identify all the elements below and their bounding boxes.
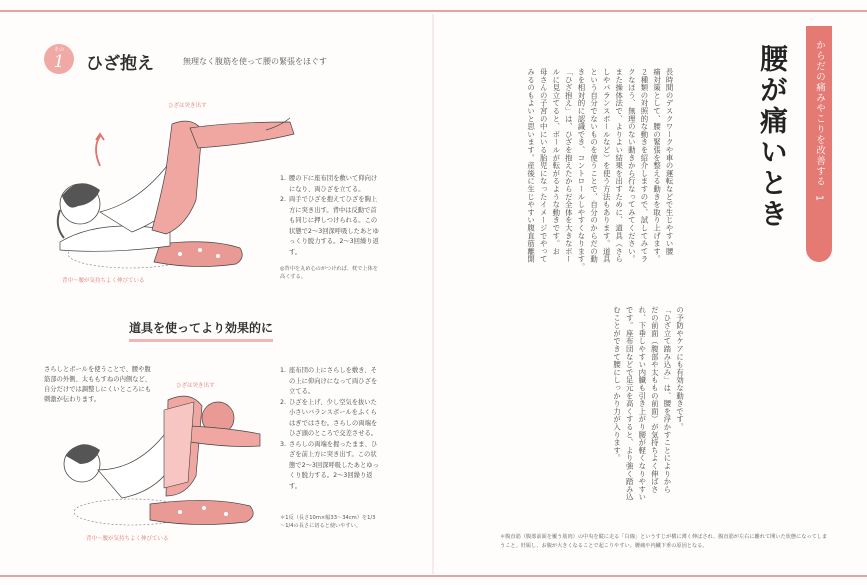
body-line: 痛対策として、腰の緊張を整える動きを取り上げます。 bbox=[652, 68, 662, 263]
section-number-label: その bbox=[53, 47, 64, 53]
step-text: ひざを上げ、少し空気を抜いた小さいバランスボールをふくらはぎではさむ。さらしの両端をひざ頭のところで交差させる。 bbox=[289, 398, 378, 437]
step-number: 2. bbox=[280, 196, 287, 203]
tip-note-2: ＊1反（長さ10m×幅33～34cm）を1/3～1/4の長さに切ると使いやすい。 bbox=[280, 515, 376, 529]
knee-hug-illustration bbox=[40, 92, 300, 288]
step-number: 2. bbox=[280, 398, 287, 406]
step-text: 座布団の上にさらしを敷き、その上に仰向けになって両ひざを立てる。 bbox=[289, 367, 378, 395]
back-note: 背中～腰が気持ちよく伸びている bbox=[86, 536, 169, 542]
section-number: 1 bbox=[53, 52, 65, 72]
body-line: しやバランスボールなど）を使う方法もあります。道具 bbox=[602, 68, 612, 263]
body-line: の予防やケアにも有効な動きです。 bbox=[675, 306, 685, 431]
body-line: という自分でないものを使うことで、自分のからだの動 bbox=[589, 68, 599, 263]
step-item bbox=[280, 366, 380, 398]
knee-note: ひざは突き出す bbox=[176, 383, 215, 389]
bottom-border bbox=[0, 575, 867, 577]
body-line: 長時間のデスクワークや車の運転などで生じやすい腰 bbox=[665, 68, 675, 256]
page-spine bbox=[432, 14, 434, 574]
section-subtitle: 無理なく腹筋を使って腰の緊張をほぐす bbox=[183, 57, 327, 66]
chapter-tab-label: からだの痛みやこりを改善する bbox=[814, 40, 825, 187]
body-line: 「ひざ立て踏み込み」は、腰を浮かすことによりから bbox=[662, 306, 672, 494]
step-number: 1. bbox=[280, 367, 287, 374]
body-line: むことができて腰にしっかり力が入ります。 bbox=[612, 306, 622, 462]
body-line: ２種類の対照的な動きを紹介しますので、試してみてラ bbox=[639, 68, 649, 263]
subsection-title: 道具を使ってより効果的に bbox=[129, 319, 273, 342]
body-text-upper bbox=[524, 68, 675, 292]
step-item bbox=[280, 195, 380, 258]
body-line: です。座布団などで足元を高くすると、より強く踏み込 bbox=[625, 306, 635, 501]
body-text-lower bbox=[610, 306, 686, 524]
body-line: ルに見立てると、ボールが転がるような動きです。お bbox=[551, 68, 561, 256]
body-line: また操体法で、よりよい結果を出すために、道具（さら bbox=[614, 68, 624, 263]
towel-ball-illustration bbox=[40, 370, 280, 540]
chapter-tab-number: 1 bbox=[813, 195, 825, 203]
footnote: ＊腹直筋（腹部前面を覆う筋肉）の中央を縦に走る「白線」というすじが横に薄く伸ばされ、腹直筋が左右に離れて開いた状態になってしまうこと。妊娠し、お腹が大きくなることで起こりやすい。腰痛や内臓下垂の原因となる。 bbox=[500, 534, 828, 549]
body-line: れ、下垂しやすい内臓も引き上がり腰が軽くなりやすい bbox=[637, 306, 647, 501]
step-number: 3. bbox=[280, 440, 287, 448]
section-number-badge bbox=[44, 44, 74, 74]
body-line: だの前面（腹部や太ももの前面）が気持ちよく伸ばさ bbox=[650, 306, 660, 494]
knee-note: ひざは突き出す bbox=[168, 103, 207, 109]
steps-list-1 bbox=[280, 174, 380, 258]
subsection-intro: さらしとボールを使うことで、腰や腹筋部の外側、太ももすねの内側など、自分だけでは調整しにくいところにも刺激が伝わります。 bbox=[44, 366, 152, 403]
body-line: 母さんの子宮の中にいる胎児になったイメージでやって bbox=[539, 68, 549, 263]
step-item bbox=[280, 174, 380, 195]
step-item bbox=[280, 440, 380, 493]
step-number: 1. bbox=[280, 175, 287, 182]
section-title: ひざ抱え bbox=[86, 54, 154, 74]
tip-note-1: ◎背中を丸め心のがつけれぱ、枕で上体を高くする。 bbox=[280, 266, 378, 280]
body-line: クなほう、無理のない動きから行なってみてください。 bbox=[627, 68, 637, 263]
step-item bbox=[280, 398, 380, 440]
page-title: 腰が痛いとき bbox=[756, 44, 789, 230]
step-text: さらしの両端を握ったまま、ひざを前上方に突き出す。この状態で2～3回深呼吸したあとゆっくり脱力する。2～3回繰り返す。 bbox=[289, 440, 379, 490]
body-line: きを相対的に認識でき、コントロールしやすくなります。 bbox=[576, 68, 586, 271]
chapter-tab-text bbox=[806, 40, 832, 202]
step-text: 両手でひざを抱えてひざを胸上方に突き出す。背中は反動で首も同じに押しつけられる。この状態で2～3回深呼吸したあとゆっくり脱力する。2～3回繰り返す。 bbox=[289, 196, 379, 256]
step-text: 腰の下に座布団を敷いて仰向けになり、両ひざを立てる。 bbox=[289, 175, 378, 193]
body-line: 「ひざ抱え」は、ひざを抱えたからだ全体を大きなボー bbox=[564, 68, 574, 263]
body-line: みるのもよいと思います。産後に生じやすい腹直筋離開 bbox=[526, 68, 536, 263]
top-border bbox=[0, 10, 867, 12]
steps-list-2 bbox=[280, 366, 380, 492]
back-note: 背中～腰が気持ちよく伸びている bbox=[62, 278, 145, 284]
